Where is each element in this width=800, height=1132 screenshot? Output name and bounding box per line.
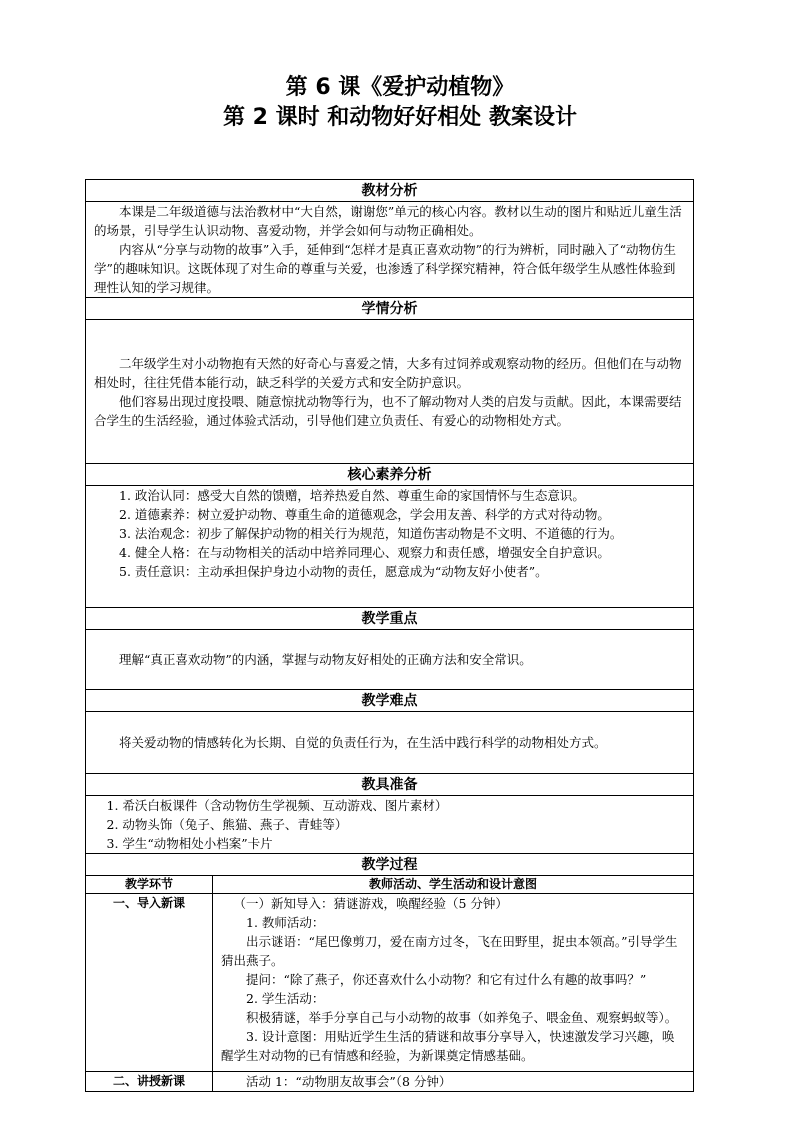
list-item: 4. 健全人格：在与动物相关的活动中培养同理心、观察力和责任感，增强安全自护意识。 — [119, 545, 610, 560]
paragraph: 他们容易出现过度投喂、随意惊扰动物等行为，也不了解动物对人类的启发与贡献。因此，本课需要结合学生的生活经验，通过体验式活动，引导他们建立负责任、有爱心的动物相处方式。 — [94, 393, 682, 428]
paragraph: （一）新知导入：猜谜游戏，唤醒经验（5 分钟） — [233, 896, 508, 911]
paragraph: 活动 1：“动物朋友故事会”（8 分钟） — [246, 1074, 452, 1089]
section-heading-textbook: 教材分析 — [86, 180, 694, 202]
paragraph: 提问：“除了燕子，你还喜欢什么小动物？和它有过什么有趣的故事吗？” — [246, 972, 647, 987]
stage-name: 一、导入新课 — [86, 894, 213, 1072]
textbook-analysis — [86, 202, 694, 298]
paragraph: 3. 设计意图：用贴近学生生活的猜谜和故事分享导入，快速激发学习兴趣，唤醒学生对动物的已有情感和经验，为新课奠定情感基础。 — [221, 1029, 675, 1063]
document-title: 第 6 课《爱护动植物》 — [285, 75, 515, 100]
lesson-plan-table — [85, 179, 694, 1092]
paragraph: 出示谜语：“尾巴像剪刀，爱在南方过冬，飞在田野里，捉虫本领高。”引导学生猜出燕子。 — [221, 934, 678, 968]
list-item: 1. 政治认同：感受大自然的馈赠，培养热爱自然、尊重生命的家国情怀与生态意识。 — [119, 488, 585, 503]
section-heading-materials: 教具准备 — [86, 774, 694, 796]
student-analysis — [86, 320, 694, 464]
difficulty — [86, 712, 694, 774]
section-heading-process: 教学过程 — [86, 854, 694, 876]
literacy-analysis — [86, 486, 694, 608]
section-heading-difficulty: 教学难点 — [86, 690, 694, 712]
list-item: 2. 动物头饰（兔子、熊猫、燕子、青蛙等） — [106, 817, 348, 832]
paragraph: 将关爱动物的情感转化为长期、自觉的负责任行为，在生活中践行科学的动物相处方式。 — [119, 735, 607, 750]
stage-content — [213, 894, 694, 1072]
paragraph: 1. 教师活动： — [246, 915, 325, 930]
paragraph: 2. 学生活动： — [246, 991, 325, 1006]
paragraph: 内容从“分享与动物的故事”入手，延伸到“怎样才是真正喜欢动物”的行为辨析，同时融入了“动物仿生学”的趣味知识。这既体现了对生命的尊重与关爱，也渗透了科学探究精神，符合低年级学生从感性体验到理性认知的学习规律。 — [94, 242, 676, 295]
section-heading-students: 学情分析 — [86, 298, 694, 320]
list-item: 3. 学生“动物相处小档案”卡片 — [106, 836, 273, 851]
document-subtitle: 第 2 课时 和动物好好相处 教案设计 — [223, 105, 577, 130]
paragraph: 理解“真正喜欢动物”的内涵，掌握与动物友好相处的正确方法和安全常识。 — [119, 652, 532, 667]
section-heading-literacy: 核心素养分析 — [86, 464, 694, 486]
column-header-stage: 教学环节 — [86, 876, 213, 894]
list-item: 1. 希沃白板课件（含动物仿生学视频、互动游戏、图片素材） — [106, 798, 448, 813]
paragraph: 积极猜谜，举手分享自己与小动物的故事（如养兔子、喂金鱼、观察蚂蚁等）。 — [246, 1010, 678, 1025]
stage-name: 二、讲授新课 — [86, 1072, 213, 1092]
paragraph: 二年级学生对小动物抱有天然的好奇心与喜爱之情，大多有过饲养或观察动物的经历。但他们在与动物相处时，往往凭借本能行动，缺乏科学的关爱方式和安全防护意识。 — [94, 355, 682, 390]
column-header-activities: 教师活动、学生活动和设计意图 — [213, 876, 694, 894]
materials — [86, 796, 694, 854]
section-heading-key-point: 教学重点 — [86, 608, 694, 630]
list-item: 5. 责任意识：主动承担保护身边小动物的责任，愿意成为“动物友好小使者”。 — [119, 564, 548, 579]
key-point — [86, 630, 694, 690]
list-item: 2. 道德素养：树立爱护动物、尊重生命的道德观念，学会用友善、科学的方式对待动物。 — [119, 507, 610, 522]
list-item: 3. 法治观念：初步了解保护动物的相关行为规范，知道伤害动物是不文明、不道德的行为。 — [119, 526, 623, 541]
paragraph: 本课是二年级道德与法治教材中“大自然，谢谢您”单元的核心内容。教材以生动的图片和贴近儿童生活的场景，引导学生认识动物、喜爱动物，并学会如何与动物正确相处。 — [94, 204, 682, 238]
stage-content — [213, 1072, 694, 1092]
